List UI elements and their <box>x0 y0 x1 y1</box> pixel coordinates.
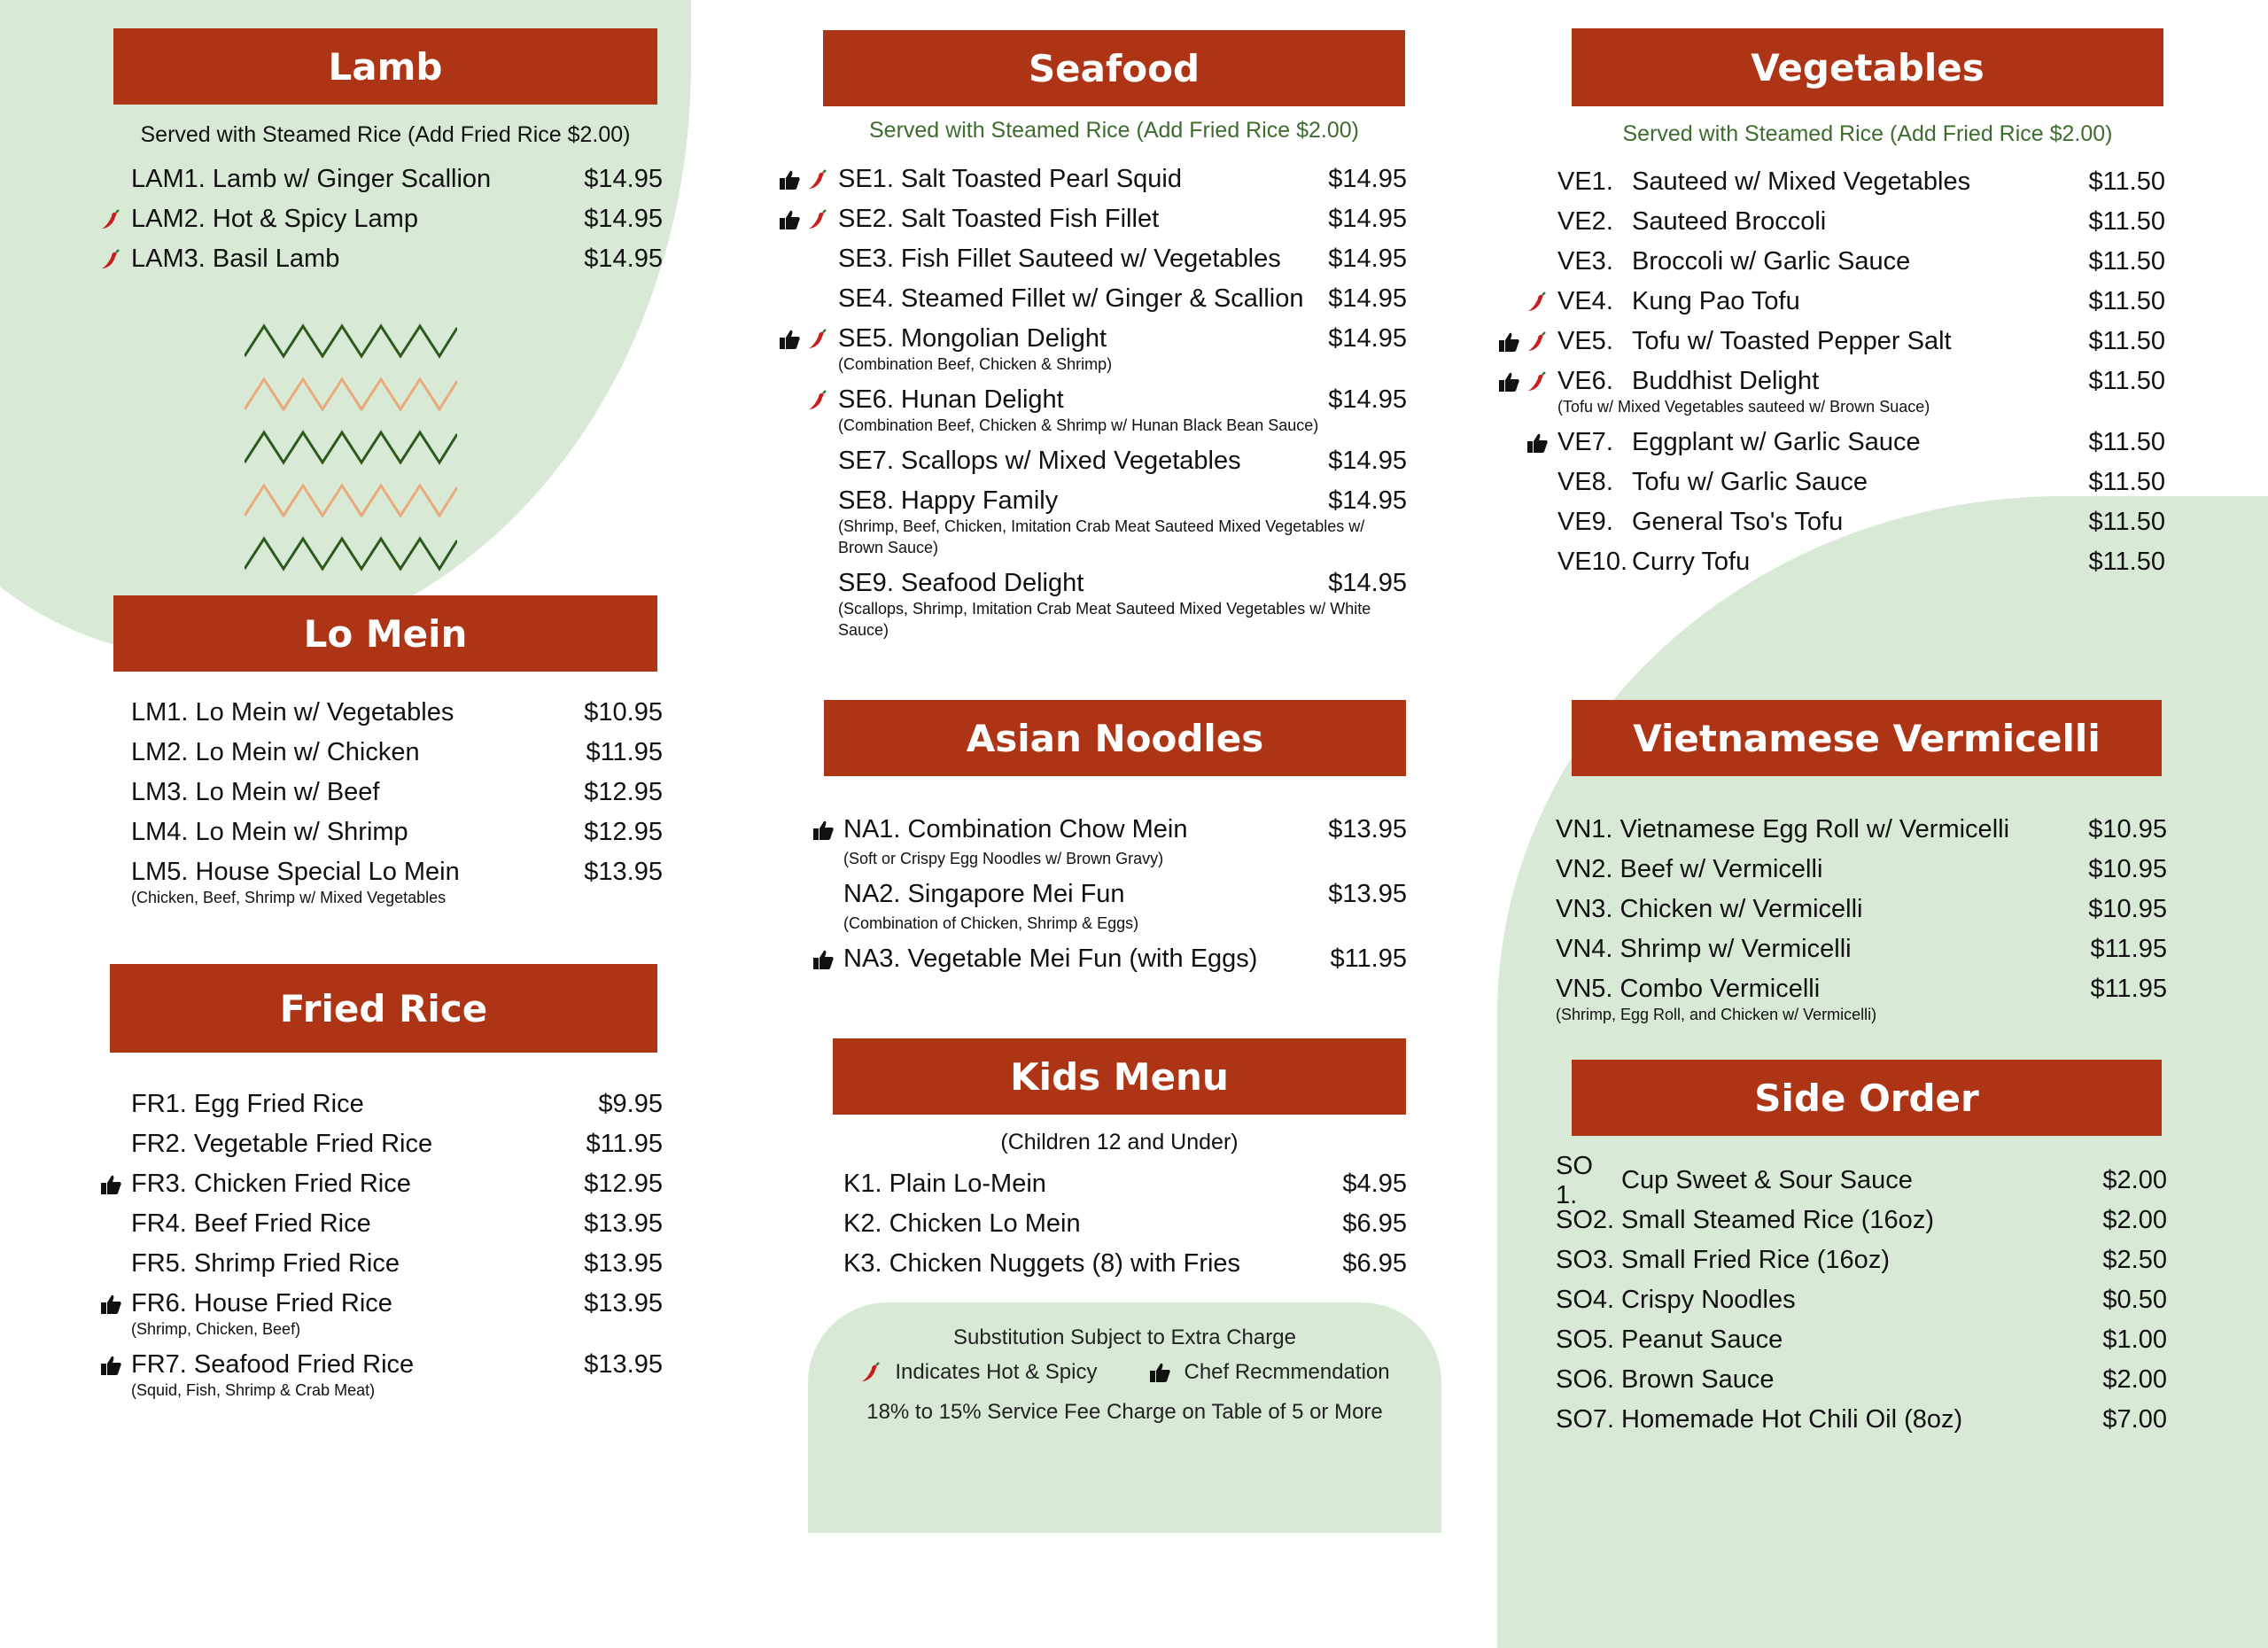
item-name: SE7. Scallops w/ Mixed Vegetables <box>838 447 1241 475</box>
menu-item <box>838 564 1407 603</box>
menu-item <box>1557 322 2165 361</box>
item-description: (Soft or Crispy Egg Noodles w/ Brown Gravy) <box>843 850 1164 867</box>
kids-note: (Children 12 and Under) <box>1000 1130 1239 1154</box>
item-marks <box>51 1354 122 1377</box>
side-order-title: Side Order <box>1754 1076 1979 1120</box>
item-code: SO5. <box>1556 1325 1615 1354</box>
zigzag-line-3 <box>245 432 457 463</box>
item-name: FR7. Seafood Fried Rice <box>131 1350 415 1379</box>
menu-item <box>1556 1400 2167 1440</box>
item-code: VE5. <box>1557 327 1613 355</box>
item-price: $12.95 <box>584 778 663 806</box>
item-name: K2. Chicken Lo Mein <box>843 1209 1081 1238</box>
item-name: Kung Pao Tofu <box>1632 287 1800 315</box>
thumbs-up-icon <box>1497 370 1520 393</box>
menu-item <box>1556 1201 2167 1240</box>
thumbs-up-icon <box>778 328 801 351</box>
legend-chef-label: Chef Recmmendation <box>1184 1360 1390 1384</box>
menu-item <box>838 159 1407 199</box>
item-code: SO 1. <box>1556 1151 1593 1209</box>
thumbs-up-icon <box>812 819 835 842</box>
chili-icon <box>99 248 122 271</box>
asian-noodles-title: Asian Noodles <box>966 716 1264 760</box>
item-price: $11.50 <box>2088 207 2165 236</box>
fried-rice-header <box>110 964 657 1053</box>
item-name: Tofu w/ Garlic Sauce <box>1632 468 1868 496</box>
item-marks <box>51 208 122 231</box>
item-code: VE6. <box>1557 367 1613 395</box>
item-name: LM5. House Special Lo Mein <box>131 858 460 886</box>
item-name: Sauteed w/ Mixed Vegetables <box>1632 167 1971 196</box>
menu-item <box>838 279 1407 319</box>
item-name: FR1. Egg Fried Rice <box>131 1090 364 1118</box>
item-name: NA1. Combination Chow Mein <box>843 815 1188 843</box>
item-name: Curry Tofu <box>1632 548 1751 576</box>
zigzag-line-5 <box>245 539 457 569</box>
menu-item <box>1556 1151 2167 1209</box>
item-name: Broccoli w/ Garlic Sauce <box>1632 247 1911 276</box>
kids-menu-header <box>833 1038 1406 1115</box>
menu-item <box>843 1204 1407 1244</box>
vermicelli-header <box>1572 700 2162 776</box>
item-name: SE4. Steamed Fillet w/ Ginger & Scallion <box>838 284 1304 313</box>
zigzag-line-2 <box>245 379 457 409</box>
menu-item <box>1557 542 2165 582</box>
item-name: LAM1. Lamb w/ Ginger Scallion <box>131 165 492 193</box>
zigzag-decoration <box>245 319 457 576</box>
thumbs-up-icon <box>1148 1361 1171 1384</box>
item-name: LM1. Lo Mein w/ Vegetables <box>131 698 454 727</box>
item-price: $10.95 <box>2088 815 2167 843</box>
menu-item <box>838 481 1407 521</box>
menu-item <box>131 693 663 733</box>
kids-list <box>843 1164 1407 1284</box>
item-price: $11.95 <box>2090 935 2167 963</box>
item-name: Brown Sauce <box>1621 1365 1775 1394</box>
item-price: $11.50 <box>2088 428 2165 456</box>
item-price: $11.50 <box>2088 247 2165 276</box>
item-price: $13.95 <box>1328 815 1407 843</box>
chili-icon <box>806 328 829 351</box>
seafood-list <box>838 159 1407 646</box>
item-price: $14.95 <box>1328 165 1407 193</box>
asian-noodles-header <box>824 700 1406 776</box>
item-price: $11.95 <box>586 738 663 766</box>
item-code: VE1. <box>1557 167 1613 196</box>
item-name: NA3. Vegetable Mei Fun (with Eggs) <box>843 944 1258 973</box>
menu-item <box>131 1164 663 1204</box>
item-name: Cup Sweet & Sour Sauce <box>1621 1166 1913 1194</box>
item-name: LM2. Lo Mein w/ Chicken <box>131 738 420 766</box>
thumbs-up-icon <box>99 1354 122 1377</box>
item-price: $13.95 <box>1328 880 1407 908</box>
item-name: FR3. Chicken Fried Rice <box>131 1170 411 1198</box>
item-name: SE5. Mongolian Delight <box>838 324 1107 353</box>
item-price: $10.95 <box>2088 855 2167 883</box>
thumbs-up-icon <box>99 1293 122 1316</box>
item-description: (Tofu w/ Mixed Vegetables sauteed w/ Brown Suace) <box>1557 398 1930 416</box>
item-name: Tofu w/ Toasted Pepper Salt <box>1632 327 1952 355</box>
item-code: VE10. <box>1557 548 1627 576</box>
menu-item <box>131 199 663 239</box>
lamb-title: Lamb <box>328 44 443 89</box>
item-price: $11.50 <box>2088 367 2165 395</box>
menu-item <box>838 199 1407 239</box>
asian-noodles-list <box>843 810 1407 983</box>
menu-item <box>838 239 1407 279</box>
chili-icon <box>859 1361 882 1384</box>
menu-item <box>843 810 1407 850</box>
menu-item <box>843 939 1407 979</box>
item-price: $7.00 <box>2102 1405 2167 1434</box>
zigzag-line-4 <box>245 486 457 516</box>
item-code: VE4. <box>1557 287 1613 315</box>
item-price: $1.00 <box>2102 1325 2167 1354</box>
item-price: $13.95 <box>584 1350 663 1379</box>
menu-item <box>1557 242 2165 282</box>
item-price: $14.95 <box>1328 324 1407 353</box>
item-price: $10.95 <box>2088 895 2167 923</box>
menu-item <box>131 1244 663 1284</box>
item-name: Small Fried Rice (16oz) <box>1621 1246 1890 1274</box>
item-name: VN4. Shrimp w/ Vermicelli <box>1556 935 1852 963</box>
item-name: K1. Plain Lo-Mein <box>843 1170 1046 1198</box>
item-name: SE1. Salt Toasted Pearl Squid <box>838 165 1182 193</box>
item-price: $2.00 <box>2102 1365 2167 1394</box>
item-price: $11.50 <box>2088 327 2165 355</box>
vegetables-title: Vegetables <box>1751 45 1984 89</box>
menu-item <box>1556 850 2167 890</box>
menu-item <box>131 1084 663 1124</box>
item-marks <box>758 389 829 412</box>
chili-icon <box>806 208 829 231</box>
item-name: SE3. Fish Fillet Sauteed w/ Vegetables <box>838 245 1281 273</box>
item-name: FR4. Beef Fried Rice <box>131 1209 371 1238</box>
item-price: $10.95 <box>584 698 663 727</box>
item-name: LAM3. Basil Lamb <box>131 245 340 273</box>
item-description: (Combination Beef, Chicken & Shrimp w/ Hunan Black Bean Sauce) <box>838 416 1319 434</box>
item-marks <box>758 328 829 351</box>
zigzag-line-1 <box>245 326 457 356</box>
item-name: SE9. Seafood Delight <box>838 569 1084 597</box>
item-marks <box>1478 431 1549 455</box>
menu-item <box>1556 1320 2167 1360</box>
footer-legend <box>808 1360 1441 1385</box>
thumbs-up-icon <box>99 1173 122 1196</box>
menu-item <box>838 441 1407 481</box>
item-code: SO2. <box>1556 1206 1615 1234</box>
chili-icon <box>1526 330 1549 354</box>
menu-item <box>1556 1280 2167 1320</box>
menu-item <box>131 1204 663 1244</box>
item-description: (Combination Beef, Chicken & Shrimp) <box>838 355 1113 373</box>
chili-icon <box>1526 291 1549 314</box>
menu-item <box>843 1244 1407 1284</box>
item-price: $11.50 <box>2088 468 2165 496</box>
item-marks <box>51 1293 122 1316</box>
vermicelli-list <box>1556 810 2167 1030</box>
thumbs-up-icon <box>778 208 801 231</box>
item-description: (Chicken, Beef, Shrimp w/ Mixed Vegetables <box>131 889 447 906</box>
item-name: VN3. Chicken w/ Vermicelli <box>1556 895 1863 923</box>
item-price: $11.50 <box>2088 548 2165 576</box>
item-name: Crispy Noodles <box>1621 1286 1796 1314</box>
item-code: VE2. <box>1557 207 1613 236</box>
item-price: $11.50 <box>2088 287 2165 315</box>
thumbs-up-icon <box>778 168 801 191</box>
menu-item <box>131 1284 663 1324</box>
item-description: (Combination of Chicken, Shrimp & Eggs) <box>843 914 1139 932</box>
item-price: $14.95 <box>1328 245 1407 273</box>
item-price: $11.50 <box>2088 508 2165 536</box>
item-price: $4.95 <box>1342 1170 1407 1198</box>
item-price: $14.95 <box>1328 447 1407 475</box>
fried-rice-list <box>131 1084 663 1406</box>
item-code: VE7. <box>1557 428 1613 456</box>
menu-item <box>1557 423 2165 463</box>
item-name: FR6. House Fried Rice <box>131 1289 392 1318</box>
menu-item <box>131 239 663 279</box>
seafood-header <box>823 30 1405 106</box>
side-order-header <box>1572 1060 2162 1136</box>
item-marks <box>764 819 835 842</box>
item-price: $2.00 <box>2102 1166 2167 1194</box>
menu-item <box>1557 463 2165 502</box>
item-name: NA2. Singapore Mei Fun <box>843 880 1125 908</box>
item-name: VN1. Vietnamese Egg Roll w/ Vermicelli <box>1556 815 2010 843</box>
legend-spicy-label: Indicates Hot & Spicy <box>895 1360 1098 1384</box>
kids-menu-title: Kids Menu <box>1010 1054 1229 1099</box>
menu-item <box>1556 1240 2167 1280</box>
menu-item <box>1557 162 2165 202</box>
footer-substitution: Substitution Subject to Extra Charge <box>953 1325 1296 1349</box>
item-name: Small Steamed Rice (16oz) <box>1621 1206 1934 1234</box>
item-price: $14.95 <box>1328 205 1407 233</box>
menu-item <box>131 1345 663 1385</box>
item-description: (Squid, Fish, Shrimp & Crab Meat) <box>131 1381 376 1399</box>
item-price: $6.95 <box>1342 1209 1407 1238</box>
lo-mein-list <box>131 693 663 913</box>
item-price: $14.95 <box>1328 486 1407 515</box>
vegetables-header <box>1572 28 2163 106</box>
item-price: $9.95 <box>598 1090 663 1118</box>
item-code: VE9. <box>1557 508 1613 536</box>
item-price: $0.50 <box>2102 1286 2167 1314</box>
fried-rice-title: Fried Rice <box>279 986 488 1030</box>
menu-item <box>131 1124 663 1164</box>
item-price: $11.95 <box>2090 975 2167 1003</box>
item-price: $14.95 <box>1328 284 1407 313</box>
seafood-title: Seafood <box>1028 46 1200 90</box>
item-marks <box>1478 330 1549 354</box>
menu-item <box>131 773 663 812</box>
item-price: $2.50 <box>2102 1246 2167 1274</box>
item-name: VN5. Combo Vermicelli <box>1556 975 1821 1003</box>
item-name: K3. Chicken Nuggets (8) with Fries <box>843 1249 1241 1278</box>
thumbs-up-icon <box>812 948 835 971</box>
seafood-note: Served with Steamed Rice (Add Fried Rice $2.00) <box>868 118 1360 143</box>
item-name: LAM2. Hot & Spicy Lamp <box>131 205 418 233</box>
vegetables-note: Served with Steamed Rice (Add Fried Rice $2.00) <box>1622 121 2113 146</box>
menu-item <box>131 159 663 199</box>
item-price: $13.95 <box>584 858 663 886</box>
item-price: $13.95 <box>584 1249 663 1278</box>
item-name: SE6. Hunan Delight <box>838 385 1064 414</box>
item-price: $11.95 <box>1330 944 1407 973</box>
item-price: $11.50 <box>2088 167 2165 196</box>
item-name: SE2. Salt Toasted Fish Fillet <box>838 205 1160 233</box>
item-name: Eggplant w/ Garlic Sauce <box>1632 428 1921 456</box>
menu-item <box>838 380 1407 420</box>
item-name: LM4. Lo Mein w/ Shrimp <box>131 818 408 846</box>
item-price: $12.95 <box>584 818 663 846</box>
menu-item <box>1557 502 2165 542</box>
item-marks <box>1478 291 1549 314</box>
menu-item <box>131 733 663 773</box>
item-name: LM3. Lo Mein w/ Beef <box>131 778 380 806</box>
item-price: $13.95 <box>584 1289 663 1318</box>
item-code: SO6. <box>1556 1365 1615 1394</box>
item-marks <box>764 948 835 971</box>
item-name: Sauteed Broccoli <box>1632 207 1827 236</box>
item-price: $13.95 <box>584 1209 663 1238</box>
item-description: (Scallops, Shrimp, Imitation Crab Meat Sauteed Mixed Vegetables w/ White Sauce) <box>838 600 1371 639</box>
item-description: (Shrimp, Chicken, Beef) <box>131 1320 301 1338</box>
thumbs-up-icon <box>1526 431 1549 455</box>
menu-item <box>1556 810 2167 850</box>
item-name: VN2. Beef w/ Vermicelli <box>1556 855 1823 883</box>
item-price: $14.95 <box>584 165 663 193</box>
menu-item <box>1557 361 2165 401</box>
vermicelli-title: Vietnamese Vermicelli <box>1633 716 2101 760</box>
menu-item <box>1556 969 2167 1009</box>
item-marks <box>51 248 122 271</box>
chili-icon <box>806 168 829 191</box>
item-code: SO4. <box>1556 1286 1615 1314</box>
menu-item <box>131 812 663 852</box>
menu-item <box>1556 1360 2167 1400</box>
item-marks <box>758 208 829 231</box>
menu-item <box>1556 929 2167 969</box>
item-price: $6.95 <box>1342 1249 1407 1278</box>
item-marks <box>51 1173 122 1196</box>
lamb-header <box>113 28 657 105</box>
item-price: $12.95 <box>584 1170 663 1198</box>
chili-icon <box>1526 370 1549 393</box>
thumbs-up-icon <box>1497 330 1520 354</box>
item-name: SE8. Happy Family <box>838 486 1059 515</box>
lamb-note: Served with Steamed Rice (Add Fried Rice $2.00) <box>140 122 631 147</box>
item-code: VE3. <box>1557 247 1613 276</box>
menu-item <box>1557 202 2165 242</box>
menu-item <box>843 1164 1407 1204</box>
lo-mein-header <box>113 595 657 672</box>
item-marks <box>1478 370 1549 393</box>
item-price: $14.95 <box>584 245 663 273</box>
item-price: $14.95 <box>1328 569 1407 597</box>
item-code: SO7. <box>1556 1405 1615 1434</box>
footer-service-fee: 18% to 15% Service Fee Charge on Table of 5 or More <box>866 1400 1383 1424</box>
chili-icon <box>806 389 829 412</box>
item-code: VE8. <box>1557 468 1613 496</box>
menu-item <box>1556 890 2167 929</box>
side-order-list <box>1556 1151 2167 1440</box>
item-marks <box>758 168 829 191</box>
item-description: (Shrimp, Egg Roll, and Chicken w/ Vermicelli) <box>1556 1006 1877 1023</box>
lo-mein-title: Lo Mein <box>303 611 468 656</box>
item-name: Peanut Sauce <box>1621 1325 1783 1354</box>
lamb-list <box>131 159 663 279</box>
item-price: $11.95 <box>586 1130 663 1158</box>
item-name: Buddhist Delight <box>1632 367 1820 395</box>
item-name: FR5. Shrimp Fried Rice <box>131 1249 400 1278</box>
item-description: (Shrimp, Beef, Chicken, Imitation Crab Meat Sauteed Mixed Vegetables w/ Brown Sauce) <box>838 517 1365 556</box>
item-code: SO3. <box>1556 1246 1615 1274</box>
menu-item <box>838 319 1407 359</box>
item-price: $14.95 <box>1328 385 1407 414</box>
item-name: FR2. Vegetable Fried Rice <box>131 1130 433 1158</box>
menu-item <box>1557 282 2165 322</box>
item-name: Homemade Hot Chili Oil (8oz) <box>1621 1405 1963 1434</box>
menu-item <box>131 852 663 892</box>
chili-icon <box>99 208 122 231</box>
item-name: General Tso's Tofu <box>1632 508 1844 536</box>
item-price: $14.95 <box>584 205 663 233</box>
menu-item <box>843 875 1407 914</box>
vegetables-list <box>1557 162 2165 582</box>
item-price: $2.00 <box>2102 1206 2167 1234</box>
